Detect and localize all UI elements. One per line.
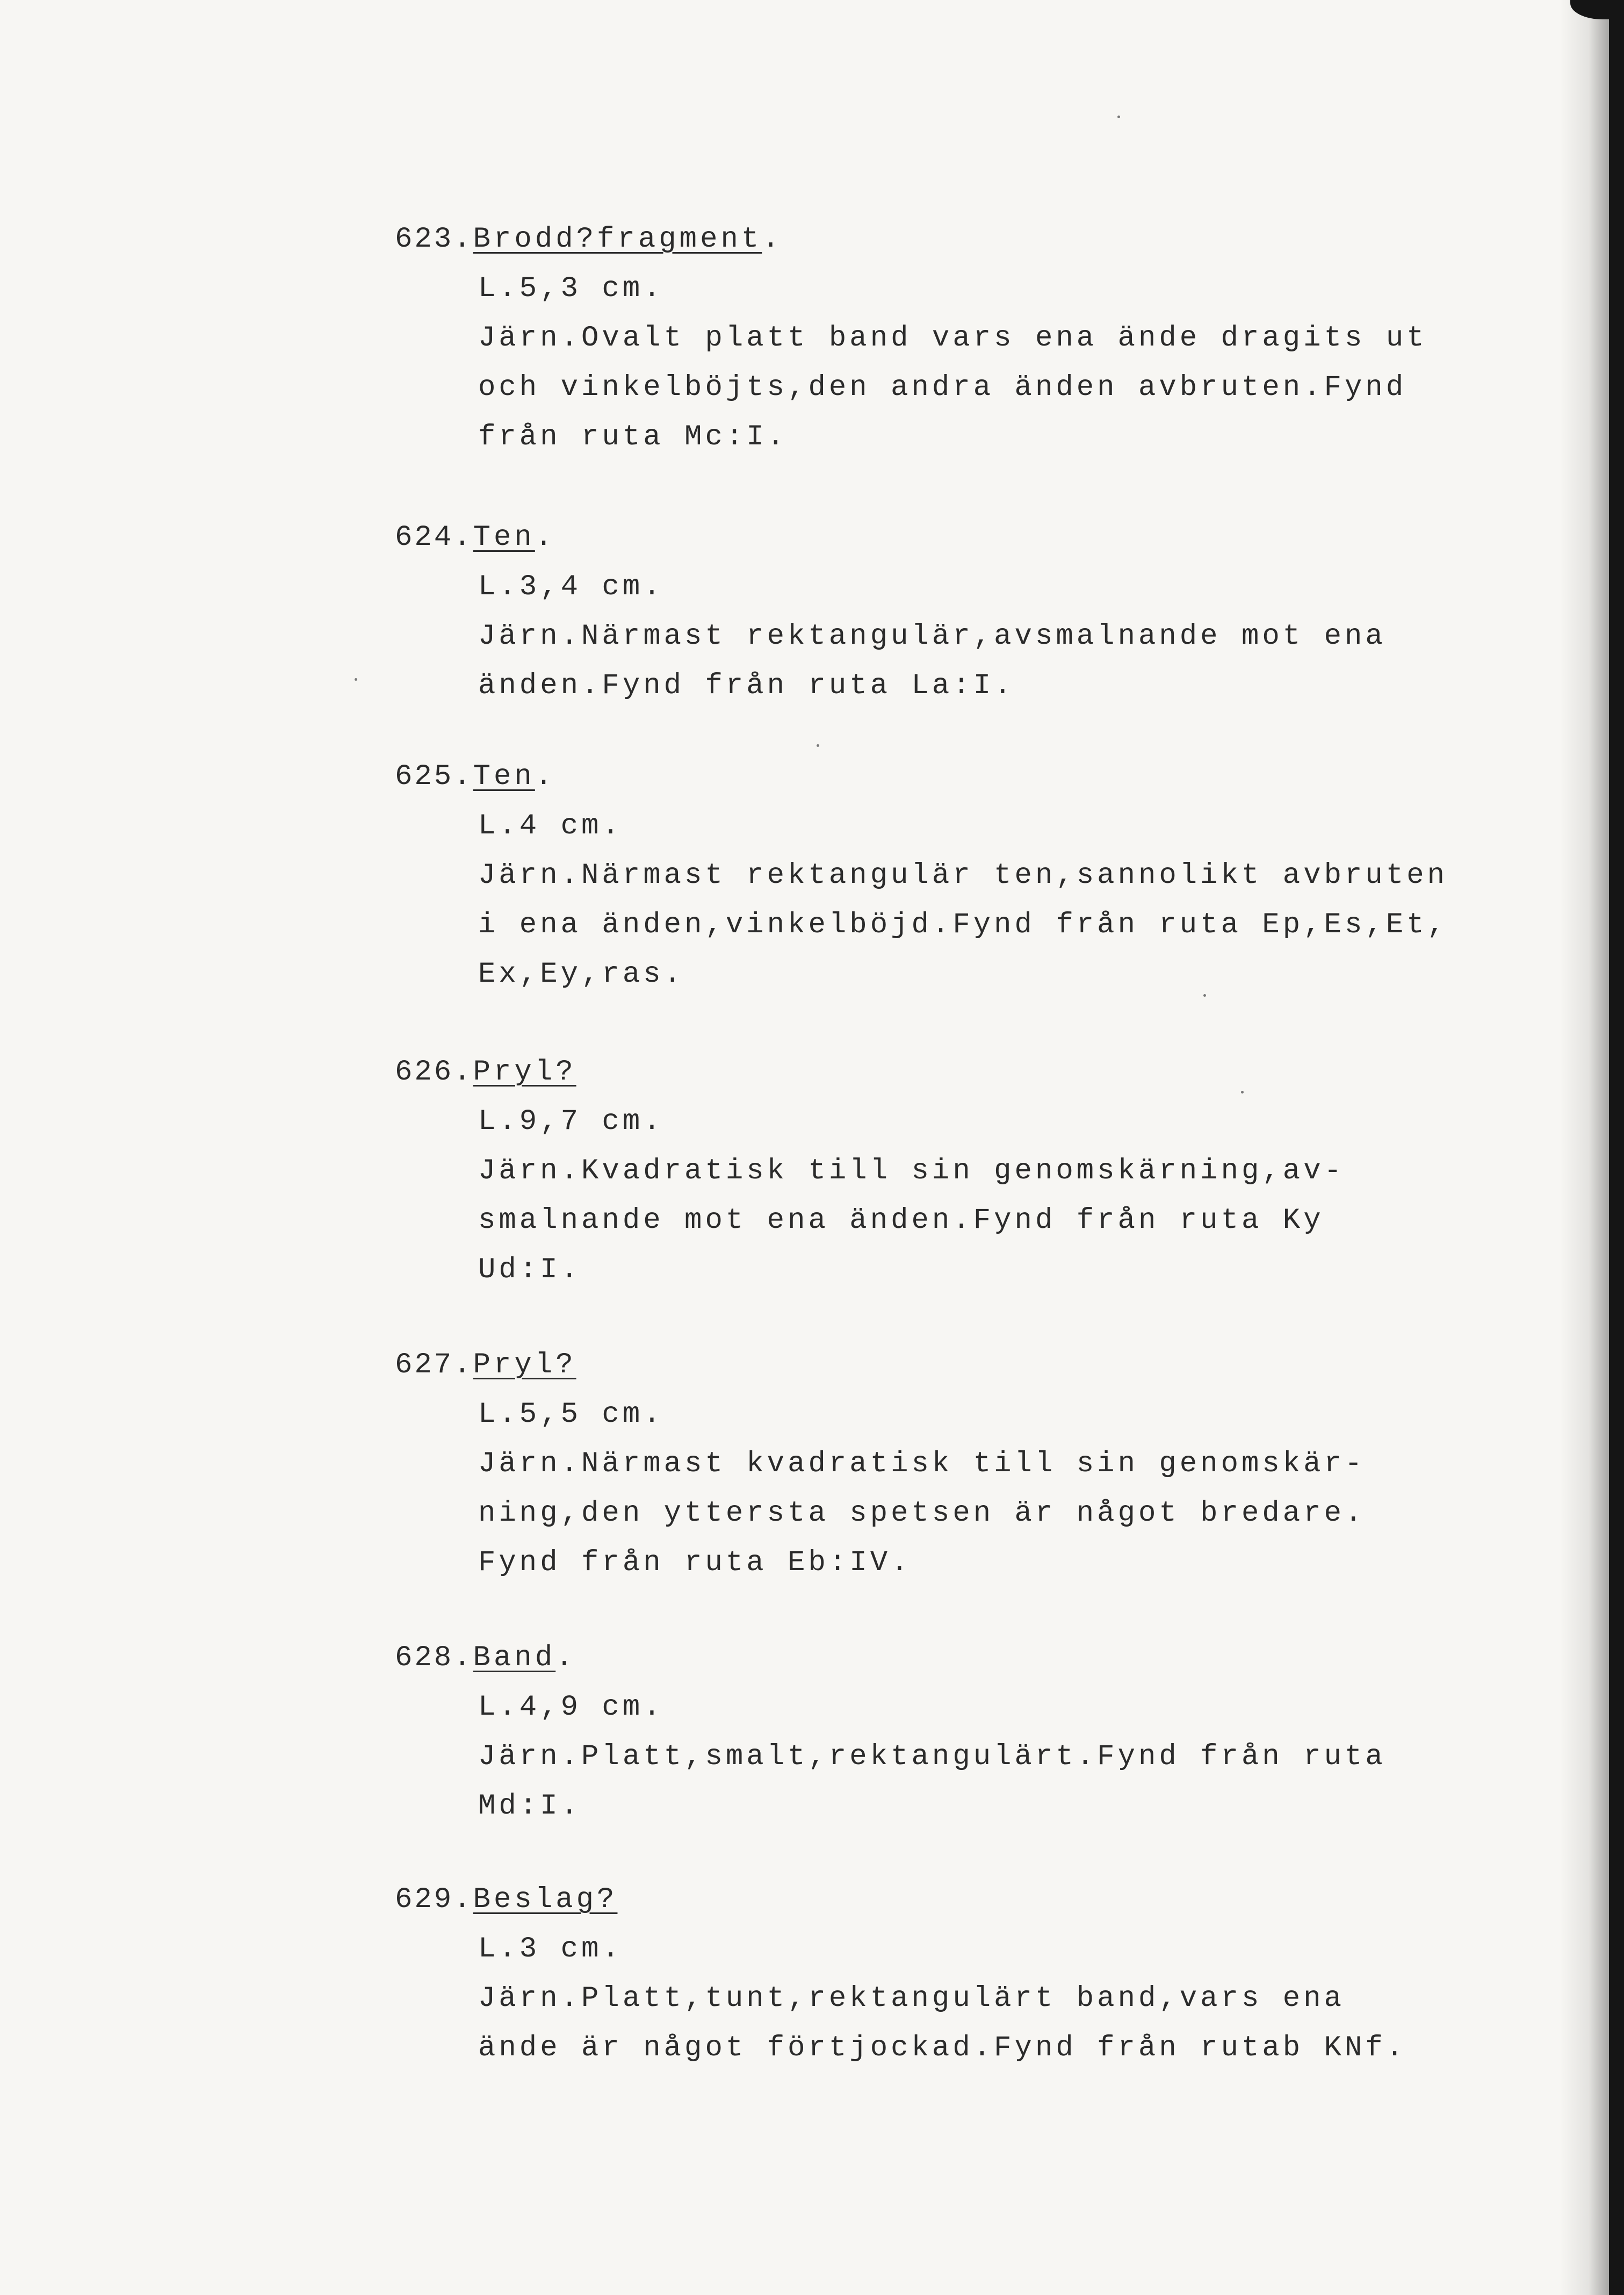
entry-title: Beslag? xyxy=(473,1883,618,1916)
entry-number: 626. xyxy=(395,1056,473,1089)
entry-length: L.3,4 cm. xyxy=(478,571,664,603)
entry-number: 623. xyxy=(395,223,473,256)
entry-length: L.3 cm. xyxy=(478,1933,623,1966)
entry-desc-line: Fynd från ruta Eb:IV. xyxy=(478,1546,912,1579)
paper-speck xyxy=(1117,116,1120,118)
entry-heading xyxy=(395,513,1426,563)
entry-title: Pryl? xyxy=(473,1056,576,1089)
entry-title-end: . xyxy=(762,223,783,256)
entry-length: L.9,7 cm. xyxy=(478,1105,664,1138)
entry-title: Pryl? xyxy=(473,1349,576,1382)
entry-624 xyxy=(395,513,1426,711)
entry-desc-line: Ex,Ey,ras. xyxy=(478,958,685,991)
entry-number: 629. xyxy=(395,1883,473,1916)
paper-speck xyxy=(355,678,357,681)
entry-desc-line: Ud:I. xyxy=(478,1254,582,1286)
entry-desc-line: Järn.Platt,smalt,rektangulärt.Fynd från ruta xyxy=(478,1740,1386,1773)
entry-number: 627. xyxy=(395,1349,473,1382)
entry-number: 624. xyxy=(395,521,473,554)
entry-626 xyxy=(395,1048,1426,1295)
entry-623 xyxy=(395,215,1426,462)
paper-speck xyxy=(1203,994,1206,997)
entry-title: Ten xyxy=(473,521,535,554)
entry-desc-line: ning,den yttersta spetsen är något bredare. xyxy=(478,1497,1366,1530)
entry-length: L.4,9 cm. xyxy=(478,1691,664,1724)
entry-heading xyxy=(395,1634,1426,1683)
entry-desc-line: Järn.Platt,tunt,rektangulärt band,vars ena xyxy=(478,1982,1345,2015)
entry-heading xyxy=(395,1341,1426,1390)
entry-desc-line: ände är något förtjockad.Fynd från rutab KNf. xyxy=(478,2032,1407,2064)
entry-length: L.5,5 cm. xyxy=(478,1398,664,1431)
paper-speck xyxy=(1241,1091,1244,1093)
entry-title-end: . xyxy=(555,1642,576,1674)
entry-desc-line: Järn.Ovalt platt band vars ena ände dragits ut xyxy=(478,322,1427,355)
entry-desc-line: i ena änden,vinkelböjd.Fynd från ruta Ep,Es,Et, xyxy=(478,909,1448,941)
entry-heading xyxy=(395,215,1426,264)
entry-length: L.5,3 cm. xyxy=(478,272,664,305)
entry-title: Brodd?fragment xyxy=(473,223,762,256)
entry-desc-line: Järn.Närmast rektangulär,avsmalnande mot ena xyxy=(478,620,1386,653)
binding-edge xyxy=(1609,0,1624,2295)
paper-speck xyxy=(817,744,819,747)
entry-desc-line: Järn.Närmast rektangulär ten,sannolikt avbruten xyxy=(478,859,1448,892)
entry-title: Band xyxy=(473,1642,556,1674)
entry-heading xyxy=(395,1048,1426,1097)
entry-628 xyxy=(395,1634,1426,1831)
entry-heading xyxy=(395,752,1426,802)
entry-length: L.4 cm. xyxy=(478,810,623,843)
entry-desc-line: Järn.Närmast kvadratisk till sin genomskär- xyxy=(478,1448,1366,1480)
entry-desc-line: Järn.Kvadratisk till sin genomskärning,av- xyxy=(478,1155,1345,1188)
entry-desc-line: från ruta Mc:I. xyxy=(478,421,788,454)
entry-625 xyxy=(395,752,1448,999)
entry-desc-line: smalnande mot ena änden.Fynd från ruta Ky xyxy=(478,1204,1324,1237)
entry-title-end: . xyxy=(535,760,556,793)
entry-number: 628. xyxy=(395,1642,473,1674)
entry-title: Ten xyxy=(473,760,535,793)
entry-title-end: . xyxy=(535,521,556,554)
entry-heading xyxy=(395,1875,1426,1925)
entry-627 xyxy=(395,1341,1426,1588)
entry-desc-line: änden.Fynd från ruta La:I. xyxy=(478,670,1015,702)
entry-desc-line: Md:I. xyxy=(478,1790,582,1823)
entry-number: 625. xyxy=(395,760,473,793)
entry-629 xyxy=(395,1875,1426,2073)
entry-desc-line: och vinkelböjts,den andra änden avbruten.Fynd xyxy=(478,371,1407,404)
